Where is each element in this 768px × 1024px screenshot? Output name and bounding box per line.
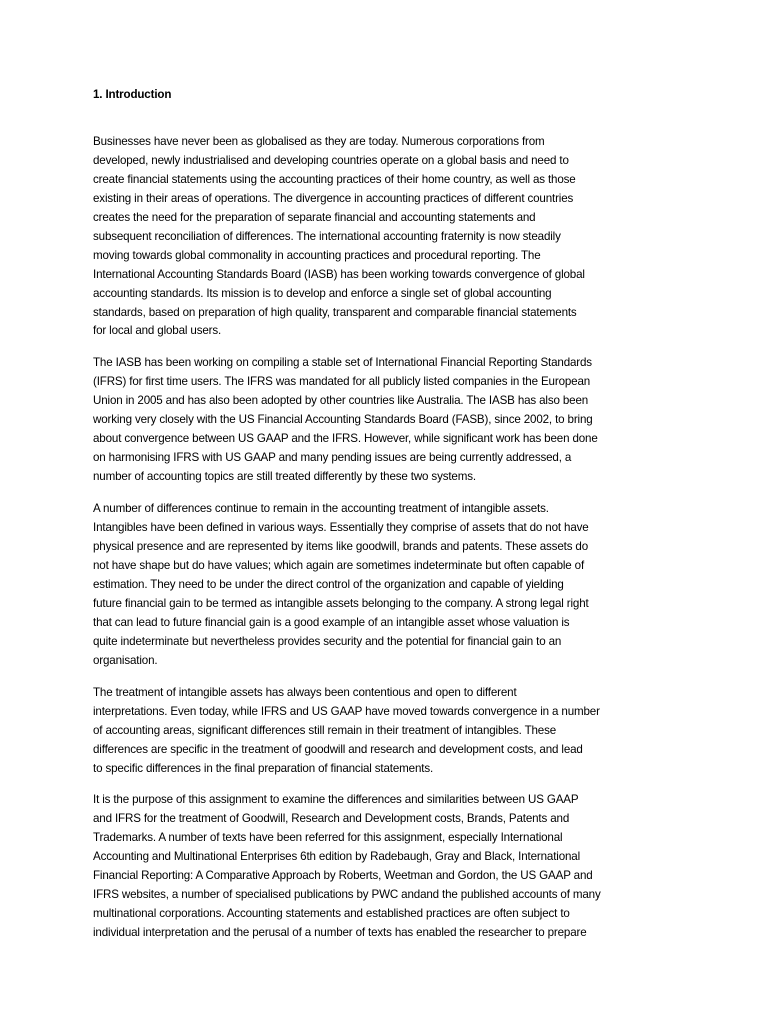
text-line: that can lead to future financial gain is a good example of an intangible asset whose valuation is: [93, 615, 570, 629]
text-line: It is the purpose of this assignment to examine the differences and similarities between US GAAP: [93, 793, 579, 807]
section-heading: 1. Introduction: [93, 88, 172, 101]
text-line: create financial statements using the accounting practices of their home country, as well as those: [93, 172, 576, 186]
text-line: Businesses have never been as globalised as they are today. Numerous corporations from: [93, 134, 545, 148]
text-line: The IASB has been working on compiling a stable set of International Financial Reporting Standards: [93, 356, 592, 370]
text-line: estimation. They need to be under the direct control of the organization and capable of yielding: [93, 577, 564, 591]
text-line: (IFRS) for first time users. The IFRS was mandated for all publicly listed companies in the European: [93, 375, 591, 389]
text-line: subsequent reconciliation of differences. The international accounting fraternity is now steadily: [93, 229, 561, 243]
text-line: of accounting areas, significant differences still remain in their treatment of intangibles. These: [93, 723, 557, 737]
text-line: developed, newly industrialised and developing countries operate on a global basis and need to: [93, 153, 569, 167]
text-line: future financial gain to be termed as intangible assets belonging to the company. A strong legal right: [93, 596, 589, 610]
text-line: organisation.: [93, 653, 158, 667]
text-line: IFRS websites, a number of specialised publications by PWC andand the published accounts of many: [93, 888, 601, 902]
text-line: Union in 2005 and has also been adopted by other countries like Australia. The IASB has also been: [93, 394, 589, 408]
text-line: Financial Reporting: A Comparative Approach by Roberts, Weetman and Gordon, the US GAAP and: [93, 869, 593, 883]
text-line: multinational corporations. Accounting statements and established practices are often subject to: [93, 907, 570, 921]
text-line: Intangibles have been defined in various ways. Essentially they comprise of assets that do not have: [93, 521, 589, 535]
paragraph: [93, 500, 663, 671]
text-line: differences are specific in the treatment of goodwill and research and development costs, and lead: [93, 742, 583, 756]
text-line: number of accounting topics are still treated differently by these two systems.: [93, 470, 476, 484]
text-line: moving towards global commonality in accounting practices and procedural reporting. The: [93, 248, 541, 262]
text-line: existing in their areas of operations. The divergence in accounting practices of different countries: [93, 191, 574, 205]
text-line: standards, based on preparation of high quality, transparent and comparable financial statements: [93, 305, 577, 319]
text-line: quite indeterminate but nevertheless provides security and the potential for financial gain to an: [93, 634, 562, 648]
text-line: physical presence and are represented by items like goodwill, brands and patents. These assets do: [93, 540, 589, 554]
text-line: and IFRS for the treatment of Goodwill, Research and Development costs, Brands, Patents and: [93, 812, 570, 826]
text-line: for local and global users.: [93, 324, 222, 338]
paragraph: [93, 354, 663, 487]
paragraph: [93, 684, 663, 779]
text-line: The treatment of intangible assets has always been contentious and open to different: [93, 685, 517, 699]
text-line: to specific differences in the final preparation of financial statements.: [93, 761, 434, 775]
text-line: accounting standards. Its mission is to develop and enforce a single set of global accounting: [93, 286, 552, 300]
text-line: on harmonising IFRS with US GAAP and many pending issues are being currently addressed, a: [93, 451, 572, 465]
text-line: Accounting and Multinational Enterprises 6th edition by Radebaugh, Gray and Black, International: [93, 850, 581, 864]
paragraph: [93, 133, 663, 341]
text-line: International Accounting Standards Board (IASB) has been working towards convergence of global: [93, 267, 585, 281]
text-line: interpretations. Even today, while IFRS and US GAAP have moved towards convergence in a number: [93, 704, 600, 718]
text-line: about convergence between US GAAP and the IFRS. However, while significant work has been done: [93, 432, 598, 446]
text-line: individual interpretation and the perusal of a number of texts has enabled the researcher to prepare: [93, 926, 587, 940]
paragraph: [93, 791, 663, 943]
document-page: [93, 86, 663, 956]
text-line: working very closely with the US Financial Accounting Standards Board (FASB), since 2002, to bring: [93, 413, 593, 427]
body-text: [93, 133, 663, 943]
text-line: not have shape but do have values; which again are sometimes indeterminate but often capable of: [93, 558, 585, 572]
text-line: creates the need for the preparation of separate financial and accounting statements and: [93, 210, 536, 224]
text-line: Trademarks. A number of texts have been referred for this assignment, especially International: [93, 831, 563, 845]
text-line: A number of differences continue to remain in the accounting treatment of intangible assets.: [93, 502, 549, 516]
